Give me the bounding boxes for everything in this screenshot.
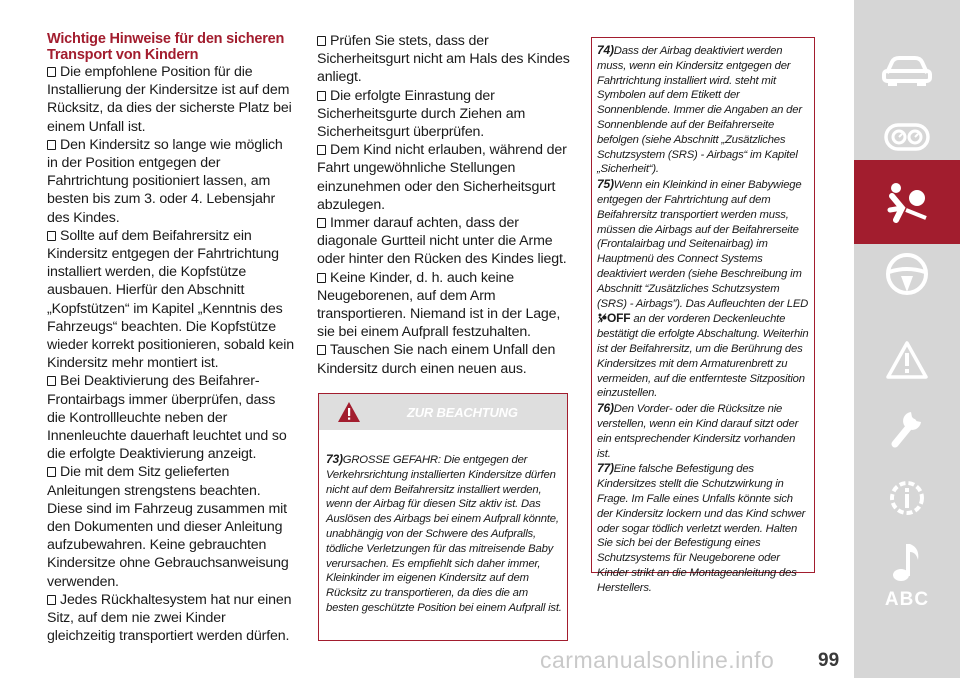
note-76: 76)Den Vorder- oder die Rücksitze nie verstellen, wenn ein Kind darauf sitzt oder ein entsprechender Kindersitz vorhanden ist. [597,401,799,460]
warning-body [326,452,562,616]
checkbox-icon [317,91,326,101]
airbag-icon [882,180,932,224]
bullet-item: Sollte auf dem Beifahrersitz ein Kindersitz entgegen der Fahrtrichtung installiert werden, die Kopfstütze ausbauen. Hierfür den Abschnitt „Kopfstützen“ im Kapitel „Kenntnis des Fahrzeugs“ beachten. Die Kopfstütze wieder korrekt positionieren, sobald kein Kindersitz mehr montiert ist. [47,227,294,372]
chapter-sidebar [854,0,960,678]
section-heading: Wichtige Hinweise für den sicheren Transport von Kindern [47,31,285,63]
checkbox-icon [317,273,326,283]
bullet-item: Tauschen Sie nach einem Unfall den Kindersitz durch einen neuen aus. [317,342,556,377]
warning-icon [886,341,928,379]
warning-header [319,394,567,430]
car-icon [881,53,933,87]
notes-box [591,37,815,594]
note-74: 74)Dass der Airbag deaktiviert werden muss, wenn ein Kindersitz entgegen der Fahrtrichtung installiert wird. steht mit Symbolen auf dem Etikett der Sonnenblende. Immer die Angaben an der Sonnenblende auf der Beifahrerseite befolgen (siehe Abschnitt „Zusätzliches Schutzsystem (SRS) - Airbags“ im Kapitel „Sicherheit“). [597,43,802,176]
checkbox-icon [317,345,326,355]
checkbox-icon [47,467,56,477]
checkbox-icon [47,140,56,150]
checkbox-icon [317,36,326,46]
column-middle [317,32,570,378]
checkbox-icon [47,595,56,605]
bullet-item: Die erfolgte Einrastung der Sicherheitsgurte durch Ziehen am Sicherheitsgurt überprüfen. [317,87,526,141]
checkbox-icon [47,376,56,386]
bullet-item: Die mit dem Sitz gelieferten Anleitungen strengstens beachten. Diese sind im Fahrzeug zusammen mit den Dokumenten und dieser Anleitung aufzubewahren. Keine gebrauchten Kindersitze ohne Gebrauchsanweisung verwenden. [47,464,289,590]
note-number: 74) [597,43,614,57]
gear-info-icon [885,476,929,520]
bullet-item: Den Kindersitz so lange wie möglich in der Position entgegen der Fahrtrichtung positioniert lassen, am besten bis zum 3. oder 4. Lebensjahr des Kindes. [47,136,283,226]
note-number: 75) [597,177,614,192]
wrench-icon [887,404,927,450]
checkbox-icon [317,218,326,228]
note-number: 77) [597,461,614,476]
note-77: 77)Eine falsche Befestigung des Kindersitzes stellt die Schutzwirkung in Frage. Im Falle eines Unfalls könnte sich der Kindersitz lockern und das Kind schwer oder sogar tödlich verletzt werden. Halten Sie sich bei der Befestigung eines Schutzsystems für Neugeborene oder Kinder strikt an die Montageanleitung des Herstellers. [597,461,806,594]
note-number: 73) [326,452,343,466]
checkbox-icon [47,231,56,241]
checkbox-icon [317,145,326,155]
column-left [47,32,295,646]
bullet-item: Die empfohlene Position für die Installierung der Kindersitze ist auf dem Rücksitz, da dies der sicherste Platz bei einem Unfall ist. [47,64,292,135]
checkbox-icon [47,67,56,77]
abc-label: ABC [884,589,930,610]
tab-driving[interactable] [854,232,960,316]
watermark: carmanualsonline.info [540,647,775,673]
page-number: 99 [818,650,840,671]
off-label: OFF [607,311,631,326]
bullet-item: Dem Kind nicht erlauben, während der Fahrt ungewöhnliche Stellungen einzunehmen oder den Sicherheitsgurt abzulegen. [317,142,567,213]
dashboard-icon [884,123,930,151]
bullet-item: Prüfen Sie stets, dass der Sicherheitsgurt nicht am Hals des Kindes anliegt. [317,33,570,86]
bullet-item: Bei Deaktivierung des Beifahrer-Frontairbags immer überprüfen, dass die Kontrollleuchte neben der Innenleuchte dauerhaft leuchtet und so die erfolgte Deaktivierung anzeigt. [47,373,287,463]
note-75: 75)Wenn ein Kleinkind in einer Babywiege entgegen der Fahrtrichtung auf dem Beifahrersitz transportiert werden muss, müssen die Airbags auf der Beifahrerseite (Frontalairbag und Seitenairbag) im Hauptmenü des Connect Systems deaktiviert werden (siehe Beschreibung im Abschnitt “Zusätzliches Schutzsystem (SRS) - Airbags”). Das Aufleuchten der LED OFF an der vorderen Deckenleuchte bestätigt die erfolgte Abschaltung. Weiterhin ist der Beifahrersitz, um die Berührung des Kindersitzes mit dem Armaturenbrett zu vermeiden, auf die entfernteste Sitzposition einzustellen. [597,177,809,400]
bullet-item: Jedes Rückhaltesystem hat nur einen Sitz, auf dem nie zwei Kinder gleichzeitig transportiert werden dürfen. [47,591,292,645]
bullet-item: Immer darauf achten, dass der diagonale Gurtteil nicht unter die Arme oder hinter den Rücken des Kindes liegt. [317,215,567,268]
steering-wheel-icon [885,252,929,296]
warning-triangle-icon [337,401,361,423]
airbag-led-icon [597,313,607,323]
note-number: 76) [597,401,614,416]
warning-note: 73)GROSSE GEFAHR: Die entgegen der Verkehrsrichtung installierten Kindersitze dürfen nicht auf dem Beifahrersitz installiert werden, wenn der Airbag für diesen Sitz aktiv ist. Das Auslösen des Airbags bei einem Aufprall könnte, unabhängig von der Schwere des Aufpralls, tödliche Verletzungen für das mitreisende Baby verursachen. Es empfiehlt sich daher immer, Kleinkinder im eigenen Kindersitz auf dem Rücksitz zu transportieren, da dies die am besten geschützte Position bei einem Aufprall ist. [326,452,562,614]
tab-index[interactable] [854,558,960,642]
warning-title: ZUR BEACHTUNG [407,405,518,420]
bullet-item: Keine Kinder, d. h. auch keine Neugeborenen, auf dem Arm transportieren. Niemand ist in der Lage, sie bei einem Aufprall festzuhalten. [317,269,561,341]
warning-box [318,393,568,641]
